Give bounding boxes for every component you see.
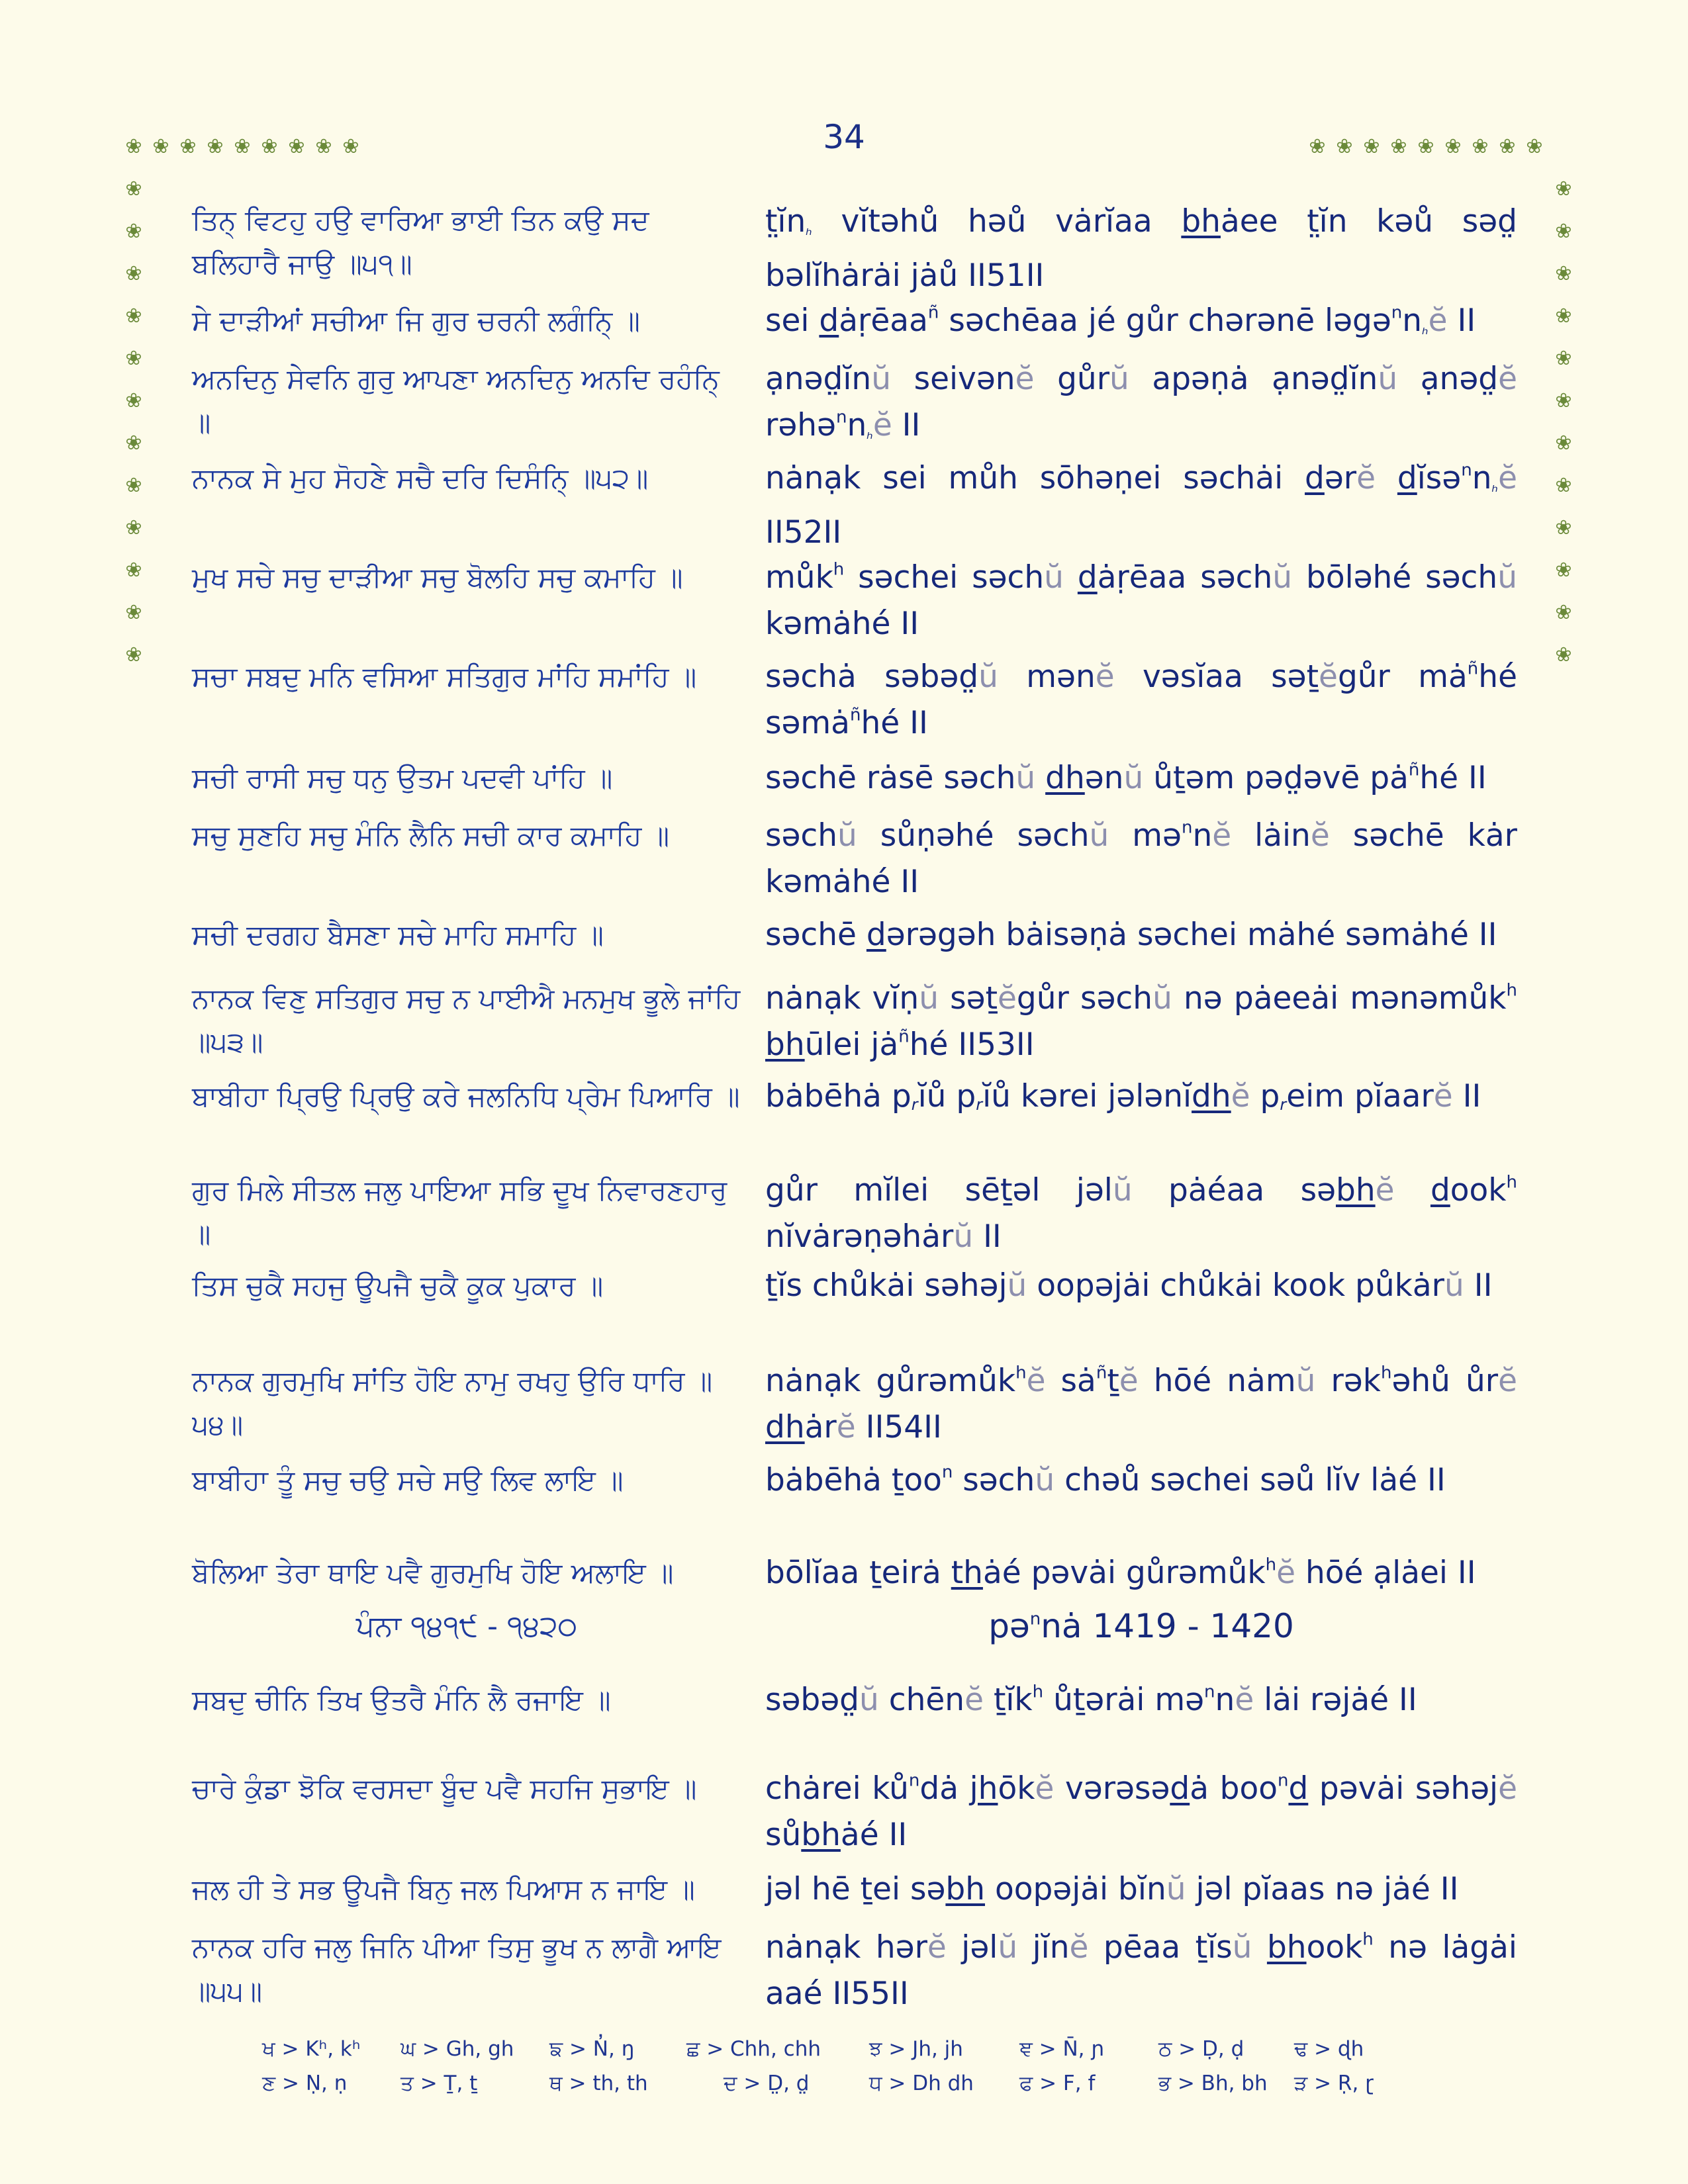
verse-transliteration: nȧnạk hərĕ jəlŭ jĭnĕ pēaa ṯĭsŭ bhook$^h$ nə lȧgȧi aaé II55II xyxy=(765,1929,1517,2012)
flower-ornament-icon: ❀ xyxy=(234,135,251,158)
key-ddha: ਢ > ɖh xyxy=(1294,2037,1364,2061)
verse-transliteration: chȧrei $ků^ndȧ$ jhōkĕ vərəsədȧ boo$^n$d pəvȧi səhəjĕ sůbhȧé II xyxy=(765,1770,1518,1853)
flower-ornament-icon: ❀ xyxy=(125,516,142,539)
key-kha: ਖ > Kʰ, kʰ xyxy=(262,2037,361,2061)
flower-ornament-icon: ❀ xyxy=(1555,177,1572,201)
verse-gurmukhi: ਚਾਰੇ ਕੁੰਡਾ ਝੋਕਿ ਵਰਸਦਾ ਬੂੰਦ ਪਵੈ ਸਹਜਿ ਸੁਭਾਇ ॥ xyxy=(192,1772,697,1805)
key-ta: ਤ > Ṯ, ṯ xyxy=(400,2071,478,2095)
verse-gurmukhi: ਸਚੀ ਦਰਗਹ ਬੈਸਣਾ ਸਚੇ ਮਾਹਿ ਸਮਾਹਿ ॥ xyxy=(192,919,604,951)
flower-ornament-icon: ❀ xyxy=(179,135,197,158)
key-nna: ਣ > Ṇ, ṇ xyxy=(262,2071,348,2095)
panna-transliteration: pə$^n$nȧ 1419 - 1420 xyxy=(988,1607,1294,1645)
flower-ornament-icon: ❀ xyxy=(125,559,142,582)
verse-gurmukhi: ਤਿਨ੍ ਵਿਟਹੁ ਹਉ ਵਾਰਿਆ ਭਾਈ ਤਿਨ ਕਉ ਸਦ ਬਲਿਹਾਰੈ ਜਾਉ ॥੫੧॥ xyxy=(192,204,649,280)
key-da: ਦ > D̤, d̤ xyxy=(724,2071,810,2095)
flower-ornament-icon: ❀ xyxy=(1390,135,1407,158)
verse-transliteration: ṯĭs chůkȧi səhəjŭ oopəjȧi chůkȧi kook půkȧrŭ II xyxy=(765,1267,1493,1304)
key-rra: ੜ > Ṛ, ɽ xyxy=(1294,2071,1374,2095)
flower-ornament-icon: ❀ xyxy=(152,135,169,158)
flower-ornament-icon: ❀ xyxy=(1555,220,1572,243)
key-nga: ਙ > N̓, ŋ xyxy=(549,2037,635,2061)
flower-ornament-icon: ❀ xyxy=(1555,516,1572,539)
flower-ornament-icon: ❀ xyxy=(125,643,142,666)
flower-ornament-icon: ❀ xyxy=(125,601,142,624)
flower-ornament-icon: ❀ xyxy=(1472,135,1489,158)
flower-ornament-icon: ❀ xyxy=(315,135,332,158)
flower-ornament-icon: ❀ xyxy=(288,135,305,158)
flower-ornament-icon: ❀ xyxy=(1555,601,1572,624)
verse-gurmukhi: ਸਚੀ ਰਾਸੀ ਸਚੁ ਧਨੁ ਉਤਮ ਪਦਵੀ ਪਾਂਹਿ ॥ xyxy=(192,762,613,794)
flower-ornament-icon: ❀ xyxy=(125,432,142,455)
flower-ornament-icon: ❀ xyxy=(125,347,142,370)
verse-gurmukhi: ਗੁਰ ਮਿਲੇ ਸੀਤਲ ਜਲੁ ਪਾਇਆ ਸਭਿ ਦੂਖ ਨਿਵਾਰਣਹਾਰੁ ॥ xyxy=(192,1174,727,1250)
flower-ornament-icon: ❀ xyxy=(1555,389,1572,412)
key-ttha: ਠ > Ḍ, ḍ xyxy=(1158,2037,1244,2061)
flower-ornament-icon: ❀ xyxy=(125,177,142,201)
flower-ornament-icon: ❀ xyxy=(125,220,142,243)
flower-ornament-icon: ❀ xyxy=(1555,432,1572,455)
key-pha: ਫ > F, f xyxy=(1019,2071,1096,2095)
flower-ornament-icon: ❀ xyxy=(125,474,142,497)
flower-ornament-icon: ❀ xyxy=(1417,135,1434,158)
flower-ornament-icon: ❀ xyxy=(1363,135,1380,158)
key-jha: ਝ > Jh, jh xyxy=(869,2037,963,2061)
page-number: 34 xyxy=(823,118,865,156)
verse-gurmukhi: ਨਾਨਕ ਸੇ ਮੁਹ ਸੋਹਣੇ ਸਚੈ ਦਰਿ ਦਿਸੰਨਿ੍ ॥੫੨॥ xyxy=(192,462,649,494)
verse-transliteration: səchȧ səbəd̤ŭ mənĕ vəsĭaa səṯĕgůr $mȧ^ñhé$ səmȧ$^ñ$hé II xyxy=(765,659,1517,741)
verse-transliteration: səchŭ sůṇəhé səchŭ mə$^n$nĕ lȧinĕ səchē kȧr kəmȧhé II xyxy=(765,817,1517,900)
verse-transliteration: bȧbēhȧ ṯoo$^n$ səchŭ chəů səchei səů lĭv lȧé II xyxy=(765,1462,1446,1498)
verse-gurmukhi: ਬਾਬੀਹਾ ਪ੍ਰਿਉ ਪ੍ਰਿਉ ਕਰੇ ਜਲਨਿਧਿ ਪ੍ਰੇਮ ਪਿਆਰਿ ॥ xyxy=(192,1080,740,1113)
key-dha: ਧ > Dh dh xyxy=(869,2071,974,2095)
verse-transliteration: nȧnạk vĭṇŭ səṯĕgůr səchŭ nə pȧeeȧi mənəmůk$^h$ bhūlei $jȧ^ñhé$ II53II xyxy=(765,980,1518,1063)
flower-ornament-icon: ❀ xyxy=(1526,135,1543,158)
key-gha: ਘ > Gh, gh xyxy=(400,2037,514,2061)
verse-gurmukhi: ਬਾਬੀਹਾ ਤੂੰ ਸਚੁ ਚਉ ਸਚੇ ਸਉ ਲਿਵ ਲਾਇ ॥ xyxy=(192,1464,624,1496)
verse-transliteration: səchē rȧsē səchŭ dhənŭ ůṯəm pəd̤əvē $pȧ^ñhé$ II xyxy=(765,760,1487,796)
flower-ornament-icon: ❀ xyxy=(1555,347,1572,370)
flower-ornament-icon: ❀ xyxy=(125,389,142,412)
flower-ornament-icon: ❀ xyxy=(125,304,142,328)
verse-transliteration: sei dȧṛēaa$^ñ$ səchēaa jé gůr chərənē ləgə$^n$nₕĕ II xyxy=(765,302,1476,339)
verse-gurmukhi: ਨਾਨਕ ਹਰਿ ਜਲੁ ਜਿਨਿ ਪੀਆ ਤਿਸੁ ਭੂਖ ਨ ਲਾਗੈ ਆਇ ॥੫੫॥ xyxy=(192,1931,722,2007)
verse-gurmukhi: ਨਾਨਕ ਗੁਰਮੁਖਿ ਸਾਂਤਿ ਹੋਇ ਨਾਮੁ ਰਖਹੁ ਉਰਿ ਧਾਰਿ ॥੫੪॥ xyxy=(192,1365,713,1441)
flower-ornament-icon: ❀ xyxy=(1555,474,1572,497)
flower-ornament-icon: ❀ xyxy=(125,262,142,285)
flower-ornament-icon: ❀ xyxy=(207,135,224,158)
verse-gurmukhi: ਤਿਸ ਚੁਕੈ ਸਹਜੁ ਊਪਜੈ ਚੁਕੈ ਕੂਕ ਪੁਕਾਰ ॥ xyxy=(192,1269,604,1302)
verse-transliteration: nȧnạk sei můh sōhəṇei səchȧi dərĕ dĭsə$^n$nₕĕ II52II xyxy=(765,460,1517,551)
key-tha: ਥ > th, th xyxy=(549,2071,648,2095)
flower-ornament-icon: ❀ xyxy=(1555,262,1572,285)
flower-ornament-icon: ❀ xyxy=(125,135,142,158)
verse-gurmukhi: ਮੁਖ ਸਚੇ ਸਚੁ ਦਾੜੀਆ ਸਚੁ ਬੋਲਹਿ ਸਚੁ ਕਮਾਹਿ ॥ xyxy=(192,561,683,594)
verse-gurmukhi: ਸੇ ਦਾੜੀਆਂ ਸਚੀਆ ਜਿ ਗੁਰ ਚਰਨੀ ਲਗੰਨਿ੍ ॥ xyxy=(192,304,640,337)
verse-transliteration: səchē dərəgəh bȧisəṇȧ səchei mȧhé səmȧhé II xyxy=(765,917,1497,953)
flower-ornament-icon: ❀ xyxy=(1555,304,1572,328)
key-bha: ਭ > Bh, bh xyxy=(1158,2071,1268,2095)
flower-ornament-icon: ❀ xyxy=(1555,643,1572,666)
key-chha: ਛ > Chh, chh xyxy=(686,2037,821,2061)
verse-gurmukhi: ਜਲ ਹੀ ਤੇ ਸਭ ਊਪਜੈ ਬਿਨੁ ਜਲ ਪਿਆਸ ਨ ਜਾਇ ॥ xyxy=(192,1873,695,1905)
flower-ornament-icon: ❀ xyxy=(1555,559,1572,582)
key-nya: ਞ > N̄, ɲ xyxy=(1019,2037,1105,2061)
flower-ornament-icon: ❀ xyxy=(1499,135,1516,158)
verse-gurmukhi: ਸਚੁ ਸੁਣਹਿ ਸਚੁ ਮੰਨਿ ਲੈਨਿ ਸਚੀ ਕਾਰ ਕਮਾਹਿ ॥ xyxy=(192,819,670,852)
verse-transliteration: gůr mĭlei sēṯəl jəlŭ pȧéaa səbhĕ dook$^h$ nĭvȧrəṇəhȧrŭ II xyxy=(765,1172,1517,1255)
verse-transliteration: jəl hē ṯei səbh oopəjȧi bĭnŭ jəl pĭaas nə jȧé II xyxy=(765,1871,1459,1907)
verse-gurmukhi: ਸਬਦੁ ਚੀਨਿ ਤਿਖ ਉਤਰੈ ਮੰਨਿ ਲੈ ਰਜਾਇ ॥ xyxy=(192,1684,611,1716)
flower-ornament-icon: ❀ xyxy=(1309,135,1326,158)
verse-transliteration: nȧnạk gůrəmůk$^h$ĕ $sȧ^ñṯĕ$ hōé nȧmŭ rək$^h$əhů ůrĕ dhȧrĕ II54II xyxy=(765,1363,1518,1445)
panna-gurmukhi: ਪੰਨਾ ੧੪੧੯ - ੧੪੨੦ xyxy=(355,1610,578,1643)
verse-transliteration: səbəd̤ŭ chēnĕ ṯĭk$^h$ ůṯərȧi mə$^n$nĕ lȧi rəjȧé II xyxy=(765,1682,1417,1718)
verse-gurmukhi: ਬੋਲਿਆ ਤੇਰਾ ਥਾਇ ਪਵੈ ਗੁਰਮੁਖਿ ਹੋਇ ਅਲਾਇ ॥ xyxy=(192,1557,674,1589)
verse-transliteration: ạnəd̤ĭnŭ seivənĕ gůrŭ apəṇȧ ạnəd̤ĭnŭ ạnəd̤ĕ rəhə$^n$nₕĕ II xyxy=(765,361,1517,443)
verse-gurmukhi: ਨਾਨਕ ਵਿਣੁ ਸਤਿਗੁਰ ਸਚੁ ਨ ਪਾਈਐ ਮਨਮੁਖ ਭੂਲੇ ਜਾਂਹਿ ॥੫੩॥ xyxy=(192,982,741,1058)
verse-gurmukhi: ਸਚਾ ਸਬਦੁ ਮਨਿ ਵਸਿਆ ਸਤਿਗੁਰ ਮਾਂਹਿ ਸਮਾਂਹਿ ॥ xyxy=(192,660,697,693)
verse-gurmukhi: ਅਨਦਿਨੁ ਸੇਵਨਿ ਗੁਰੁ ਆਪਣਾ ਅਨਦਿਨੁ ਅਨਦਿ ਰਹੰਨਿ੍ ॥ xyxy=(192,363,720,439)
flower-ornament-icon: ❀ xyxy=(1444,135,1462,158)
flower-ornament-icon: ❀ xyxy=(342,135,359,158)
flower-ornament-icon: ❀ xyxy=(261,135,278,158)
verse-transliteration: bȧbēhȧ prĭů prĭů kərei jələnĭdhĕ preim pĭaarĕ II xyxy=(765,1078,1481,1115)
flower-ornament-icon: ❀ xyxy=(1336,135,1353,158)
verse-transliteration: můk$^h$ səchei səchŭ dȧṛēaa səchŭ bōləhé səchŭ kəmȧhé II xyxy=(765,559,1517,642)
verse-transliteration: t̤ĭnₕ vĭtəhů həů vȧrĭaa bhȧee t̤ĭn kəů səd̤ bəlĭhȧrȧi jȧů II51II xyxy=(765,203,1517,294)
verse-transliteration: bōlĭaa ṯeirȧ thȧé pəvȧi gůrəmůk$^h$ĕ hōé ạlȧei II xyxy=(765,1555,1476,1591)
